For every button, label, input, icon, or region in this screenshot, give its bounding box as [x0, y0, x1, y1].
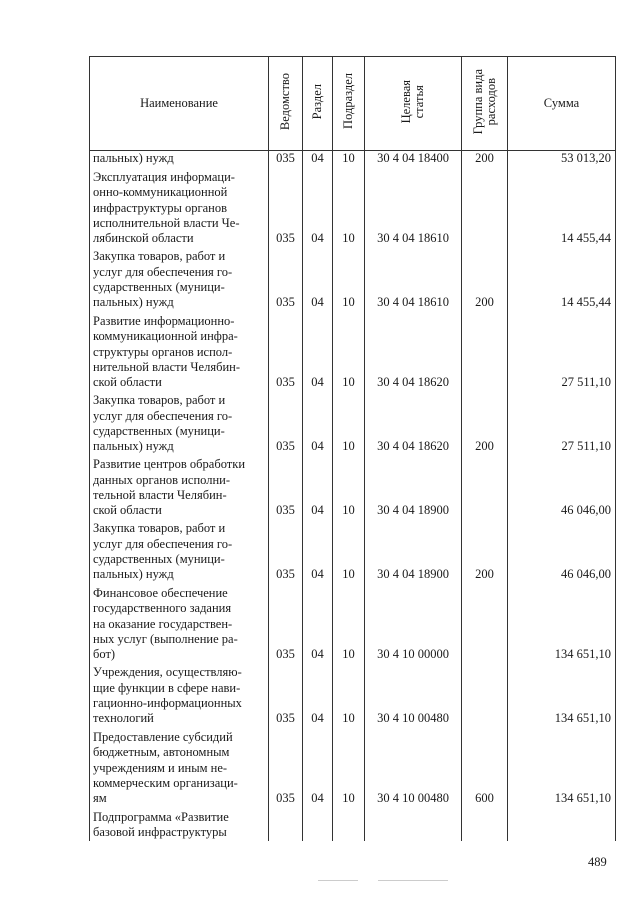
cell-name	[90, 167, 269, 247]
cell-article: 30 4 04 18610	[365, 247, 462, 311]
cell-podrazdel: 10	[333, 167, 365, 247]
cell-group	[462, 583, 508, 663]
cell-razdel: 04	[303, 167, 333, 247]
header-podrazdel: Подраздел	[333, 57, 365, 151]
cell-podrazdel: 10	[333, 391, 365, 455]
cell-sum: 134 651,10	[508, 663, 616, 727]
header-ved: Ведомство	[269, 57, 303, 151]
cell-article: 30 4 04 18620	[365, 311, 462, 391]
cell-sum	[508, 807, 616, 841]
cell-article	[365, 807, 462, 841]
row-name-text: пальных) нужд	[93, 151, 174, 165]
cell-podrazdel: 10	[333, 247, 365, 311]
cell-podrazdel: 10	[333, 455, 365, 519]
cell-article: 30 4 04 18620	[365, 391, 462, 455]
scan-artifact	[318, 880, 358, 881]
cell-ved: 035	[269, 151, 303, 167]
cell-article: 30 4 04 18900	[365, 455, 462, 519]
cell-razdel: 04	[303, 663, 333, 727]
cell-sum: 14 455,44	[508, 247, 616, 311]
cell-razdel: 04	[303, 151, 333, 167]
cell-ved: 035	[269, 519, 303, 583]
cell-podrazdel: 10	[333, 519, 365, 583]
cell-group: 200	[462, 391, 508, 455]
cell-ved	[269, 807, 303, 841]
row-name-text: Учреждения, осуществляю- щие функции в сфере нави- гационно-информационных технологий	[93, 665, 242, 726]
cell-podrazdel: 10	[333, 311, 365, 391]
row-name-text: Финансовое обеспечение государственного задания на оказание государствен- ных услуг (выполнение ра- бот)	[93, 586, 238, 662]
cell-razdel: 04	[303, 247, 333, 311]
row-name-text: Развитие центров обработки данных органов исполни- тельной власти Челябин- ской области	[93, 457, 246, 518]
cell-name	[90, 727, 269, 807]
table-row	[90, 663, 616, 727]
cell-group: 200	[462, 151, 508, 167]
cell-sum: 134 651,10	[508, 583, 616, 663]
page-number: 489	[588, 855, 607, 869]
cell-name	[90, 391, 269, 455]
cell-name	[90, 519, 269, 583]
row-name-text: Развитие информационно- коммуникационной инфра- структуры органов испол- нительной власти Челябин- ской области	[93, 314, 240, 390]
table-row	[90, 519, 616, 583]
cell-sum: 134 651,10	[508, 727, 616, 807]
cell-razdel: 04	[303, 727, 333, 807]
table-row	[90, 167, 616, 247]
cell-podrazdel: 10	[333, 151, 365, 167]
table-row	[90, 247, 616, 311]
cell-sum: 27 511,10	[508, 311, 616, 391]
table-row	[90, 807, 616, 841]
table-header-row	[90, 57, 616, 151]
cell-sum: 46 046,00	[508, 519, 616, 583]
table-row	[90, 455, 616, 519]
cell-sum: 27 511,10	[508, 391, 616, 455]
cell-group	[462, 807, 508, 841]
cell-razdel: 04	[303, 311, 333, 391]
cell-sum: 46 046,00	[508, 455, 616, 519]
header-sum: Сумма	[508, 57, 616, 151]
header-article: Целевая статья	[365, 57, 462, 151]
cell-group: 200	[462, 247, 508, 311]
cell-sum: 53 013,20	[508, 151, 616, 167]
cell-article: 30 4 04 18610	[365, 167, 462, 247]
header-name: Наименование	[90, 57, 269, 151]
cell-razdel	[303, 807, 333, 841]
cell-podrazdel: 10	[333, 583, 365, 663]
cell-article: 30 4 10 00000	[365, 583, 462, 663]
cell-article: 30 4 04 18900	[365, 519, 462, 583]
cell-sum: 14 455,44	[508, 167, 616, 247]
cell-ved: 035	[269, 247, 303, 311]
row-name-text: Закупка товаров, работ и услуг для обеспечения го- сударственных (муници- пальных) нужд	[93, 521, 233, 582]
cell-ved: 035	[269, 455, 303, 519]
cell-ved: 035	[269, 727, 303, 807]
table-row	[90, 583, 616, 663]
row-name-text: Подпрограмма «Развитие базовой инфраструктуры	[93, 809, 229, 840]
cell-article: 30 4 04 18400	[365, 151, 462, 167]
row-name-text: Закупка товаров, работ и услуг для обеспечения го- сударственных (муници- пальных) нужд	[93, 393, 233, 454]
table-row	[90, 391, 616, 455]
row-name-text: Закупка товаров, работ и услуг для обеспечения го- сударственных (муници- пальных) нужд	[93, 249, 233, 310]
budget-table	[89, 56, 616, 841]
cell-ved: 035	[269, 167, 303, 247]
cell-group	[462, 167, 508, 247]
cell-name	[90, 151, 269, 167]
cell-ved: 035	[269, 391, 303, 455]
cell-group	[462, 455, 508, 519]
cell-ved: 035	[269, 583, 303, 663]
cell-razdel: 04	[303, 391, 333, 455]
cell-article: 30 4 10 00480	[365, 727, 462, 807]
scan-artifact	[378, 880, 448, 881]
cell-podrazdel: 10	[333, 727, 365, 807]
cell-razdel: 04	[303, 519, 333, 583]
cell-group: 200	[462, 519, 508, 583]
cell-razdel: 04	[303, 455, 333, 519]
cell-group: 600	[462, 727, 508, 807]
cell-article: 30 4 10 00480	[365, 663, 462, 727]
table-row	[90, 727, 616, 807]
cell-group	[462, 311, 508, 391]
cell-name	[90, 455, 269, 519]
cell-name	[90, 663, 269, 727]
row-name-text: Предоставление субсидий бюджетным, автономным учреждениям и иным не- коммерческим организаци- ям	[93, 730, 238, 806]
row-name-text: Эксплуатация информаци- онно-коммуникационной инфраструктуры органов исполнительной власти Че- лябинской области	[93, 170, 240, 246]
cell-group	[462, 663, 508, 727]
cell-ved: 035	[269, 663, 303, 727]
cell-razdel: 04	[303, 583, 333, 663]
cell-name	[90, 583, 269, 663]
table-row	[90, 311, 616, 391]
cell-podrazdel: 10	[333, 663, 365, 727]
table-row	[90, 151, 616, 167]
header-razdel: Раздел	[303, 57, 333, 151]
cell-name	[90, 247, 269, 311]
cell-podrazdel	[333, 807, 365, 841]
cell-name	[90, 311, 269, 391]
cell-ved: 035	[269, 311, 303, 391]
header-group: Группа вида расходов	[462, 57, 508, 151]
cell-name	[90, 807, 269, 841]
